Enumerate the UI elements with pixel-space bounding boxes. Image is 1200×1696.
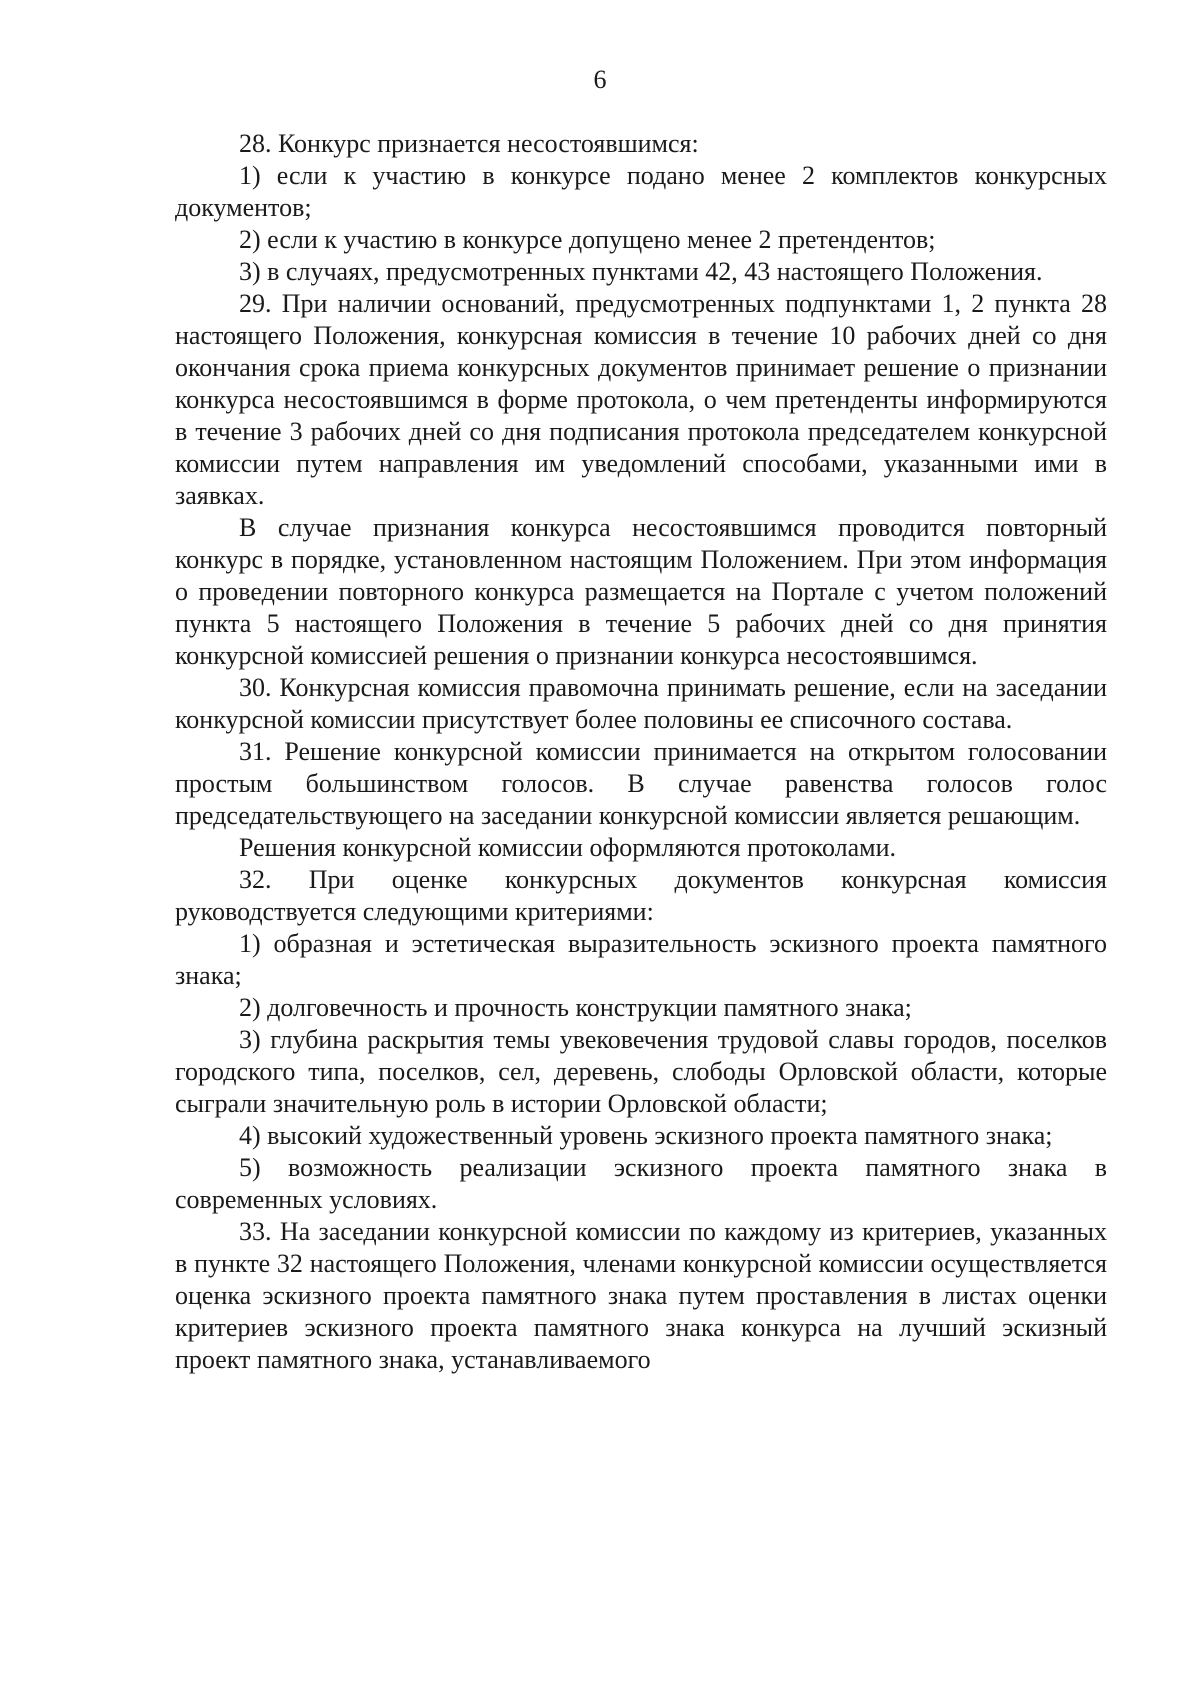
- document-body: [175, 128, 1107, 1376]
- paragraph-33: 33. На заседании конкурсной комиссии по каждому из критериев, указанных в пункте 32 настоящего Положения, членами конкурсной комиссии осуществляется оценка эскизного проекта памятного знака путем проставления в листах оценки критериев эскизного проекта памятного знака конкурса на лучший эскизный проект памятного знака, устанавливаемого: [175, 1217, 1107, 1374]
- paragraph-32-item-2: 2) долговечность и прочность конструкции памятного знака;: [239, 993, 912, 1022]
- paragraph-32-heading: 32. При оценке конкурсных документов конкурсная комиссия руководствуется следующими критериями:: [175, 865, 1107, 926]
- paragraph-28-item-2: 2) если к участию в конкурсе допущено менее 2 претендентов;: [239, 225, 936, 254]
- paragraph-31: 31. Решение конкурсной комиссии принимается на открытом голосовании простым большинством голосов. В случае равенства голосов голос председательствующего на заседании конкурсной комиссии является решающим.: [175, 737, 1107, 830]
- paragraph-32-item-3: 3) глубина раскрытия темы увековечения трудовой славы городов, поселков городского типа, поселков, сел, деревень, слободы Орловской области, которые сыграли значительную роль в истории Орловской области;: [175, 1025, 1107, 1118]
- paragraph-31-protocols: Решения конкурсной комиссии оформляются протоколами.: [239, 833, 896, 862]
- paragraph-32-item-1: 1) образная и эстетическая выразительность эскизного проекта памятного знака;: [175, 929, 1107, 990]
- paragraph-28-heading: 28. Конкурс признается несостоявшимся:: [239, 129, 699, 158]
- paragraph-29: 29. При наличии оснований, предусмотренных подпунктами 1, 2 пункта 28 настоящего Положения, конкурсная комиссия в течение 10 рабочих дней со дня окончания срока приема конкурсных документов принимает решение о признании конкурса несостоявшимся в форме протокола, о чем претенденты информируются в течение 3 рабочих дней со дня подписания протокола председателем конкурсной комиссии путем направления им уведомлений способами, указанными ими в заявках.: [175, 289, 1107, 510]
- paragraph-28-item-3: 3) в случаях, предусмотренных пунктами 42, 43 настоящего Положения.: [239, 257, 1043, 286]
- paragraph-29-repeat-contest: В случае признания конкурса несостоявшимся проводится повторный конкурс в порядке, установленном настоящим Положением. При этом информация о проведении повторного конкурса размещается на Портале с учетом положений пункта 5 настоящего Положения в течение 5 рабочих дней со дня принятия конкурсной комиссией решения о признании конкурса несостоявшимся.: [175, 513, 1107, 670]
- paragraph-32-item-4: 4) высокий художественный уровень эскизного проекта памятного знака;: [239, 1121, 1053, 1150]
- page-number: 6: [593, 65, 607, 94]
- paragraph-30: 30. Конкурсная комиссия правомочна принимать решение, если на заседании конкурсной комиссии присутствует более половины ее списочного состава.: [175, 673, 1107, 734]
- paragraph-28-item-1: 1) если к участию в конкурсе подано менее 2 комплектов конкурсных документов;: [175, 161, 1107, 222]
- paragraph-32-item-5: 5) возможность реализации эскизного проекта памятного знака в современных условиях.: [175, 1153, 1107, 1214]
